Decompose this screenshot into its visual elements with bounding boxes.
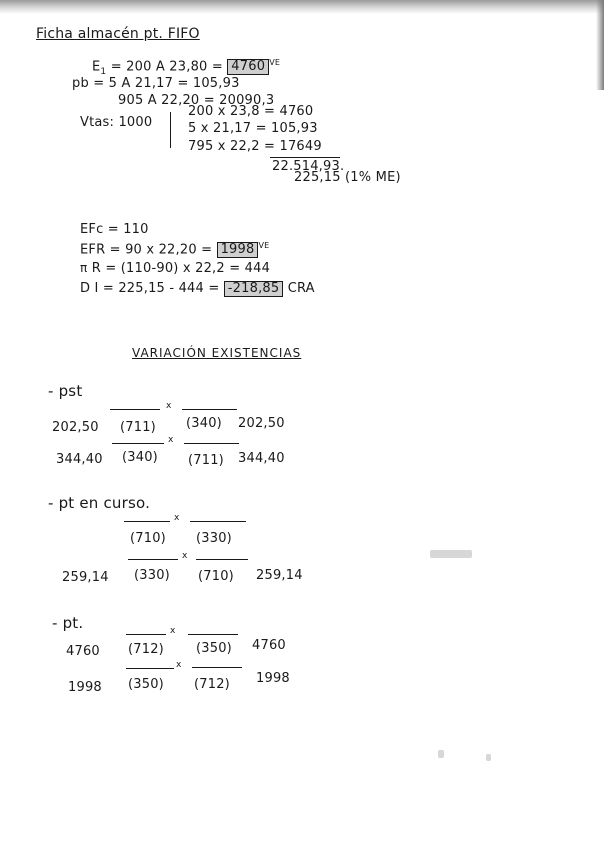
pb-line-2: 905 A 22,20 = 20090,3	[118, 93, 275, 108]
entry-debit-account: (330)	[134, 568, 170, 583]
entry-credit-account: (330)	[196, 531, 232, 546]
cross-mark: x	[174, 513, 180, 523]
t-account-bar	[124, 521, 170, 522]
entry-credit-account: (350)	[196, 641, 232, 656]
t-account-bar	[126, 668, 174, 669]
vtas-line-2: 5 x 21,17 = 105,93	[188, 121, 318, 136]
t-account-bar	[188, 634, 238, 635]
show-through-smudge	[438, 750, 444, 758]
vtas-line-3: 795 x 22,2 = 17649	[188, 139, 322, 154]
entry-debit-account: (340)	[122, 450, 158, 465]
entry-left-amount: 344,40	[56, 452, 103, 467]
cross-mark: x	[176, 660, 182, 670]
entry-debit-account: (712)	[128, 642, 164, 657]
group-heading-pt-en-curso: - pt en curso.	[48, 494, 151, 512]
entry-credit-account: (712)	[194, 677, 230, 692]
efc-line: EFc = 110	[80, 222, 149, 237]
ei-line	[92, 58, 280, 77]
r-line: π R = (110-90) x 22,2 = 444	[80, 261, 271, 276]
paper-right-edge	[596, 0, 604, 90]
efr-boxed-value: 1998	[217, 242, 259, 258]
entry-right-amount: 344,40	[238, 451, 285, 466]
entry-credit-account: (710)	[198, 569, 234, 584]
group-heading-pst: - pst	[48, 382, 83, 400]
page-title: Ficha almacén pt. FIFO	[36, 26, 200, 42]
ei-subscript: 1	[100, 66, 107, 77]
vtas-brace	[170, 112, 171, 149]
t-account-bar	[184, 443, 239, 444]
t-account-bar	[112, 443, 164, 444]
vtas-line-1: 200 x 23,8 = 4760	[188, 104, 314, 119]
entry-left-amount: 4760	[66, 644, 100, 659]
entry-credit-account: (340)	[186, 416, 222, 431]
t-account-bar	[192, 667, 242, 668]
cross-mark: x	[170, 626, 176, 636]
di-tag: CRA	[287, 281, 315, 296]
entry-right-amount: 4760	[252, 638, 286, 653]
ei-label: E	[92, 59, 101, 75]
entry-credit-account: (711)	[188, 453, 224, 468]
paper-top-edge	[0, 0, 604, 14]
entry-right-amount: 1998	[256, 671, 290, 686]
ei-superscript: VE	[269, 58, 281, 67]
entry-left-amount: 202,50	[52, 420, 99, 435]
t-account-bar	[128, 559, 178, 560]
cross-mark: x	[168, 435, 174, 445]
show-through-smudge	[486, 754, 491, 761]
efr-superscript: VE	[258, 241, 270, 250]
ei-boxed-value: 4760	[227, 59, 269, 75]
efr-line	[80, 241, 269, 258]
entry-left-amount: 1998	[68, 680, 102, 695]
t-account-bar	[196, 559, 248, 560]
di-boxed-value: -218,85	[224, 281, 284, 297]
r-equation: R = (110-90) x 22,2 = 444	[91, 261, 271, 276]
entry-right-amount: 259,14	[256, 568, 303, 583]
entry-debit-account: (710)	[130, 531, 166, 546]
total-underline	[270, 157, 340, 158]
group-heading-pt: - pt.	[52, 614, 84, 632]
show-through-smudge	[430, 550, 472, 558]
t-account-bar	[190, 521, 246, 522]
vtas-label: Vtas: 1000	[80, 115, 153, 130]
pb-line-1: pb = 5 A 21,17 = 105,93	[72, 76, 240, 91]
di-line	[80, 281, 315, 297]
di-equation: D I = 225,15 - 444 =	[80, 281, 220, 296]
cross-mark: x	[166, 401, 172, 411]
t-account-bar	[110, 409, 160, 410]
entry-debit-account: (711)	[120, 420, 156, 435]
cross-mark: x	[182, 551, 188, 561]
ei-equation: = 200 A 23,80 =	[110, 59, 223, 75]
entry-right-amount: 202,50	[238, 416, 285, 431]
t-account-bar	[126, 634, 166, 635]
efr-equation: EFR = 90 x 22,20 =	[80, 242, 213, 258]
entry-left-amount: 259,14	[62, 570, 109, 585]
t-account-bar	[182, 409, 237, 410]
total-value: 22.514,93.	[272, 159, 345, 174]
percentage-line: 225,15 (1% ME)	[294, 170, 401, 185]
section-title: VARIACIÓN EXISTENCIAS	[132, 346, 302, 360]
entry-debit-account: (350)	[128, 677, 164, 692]
